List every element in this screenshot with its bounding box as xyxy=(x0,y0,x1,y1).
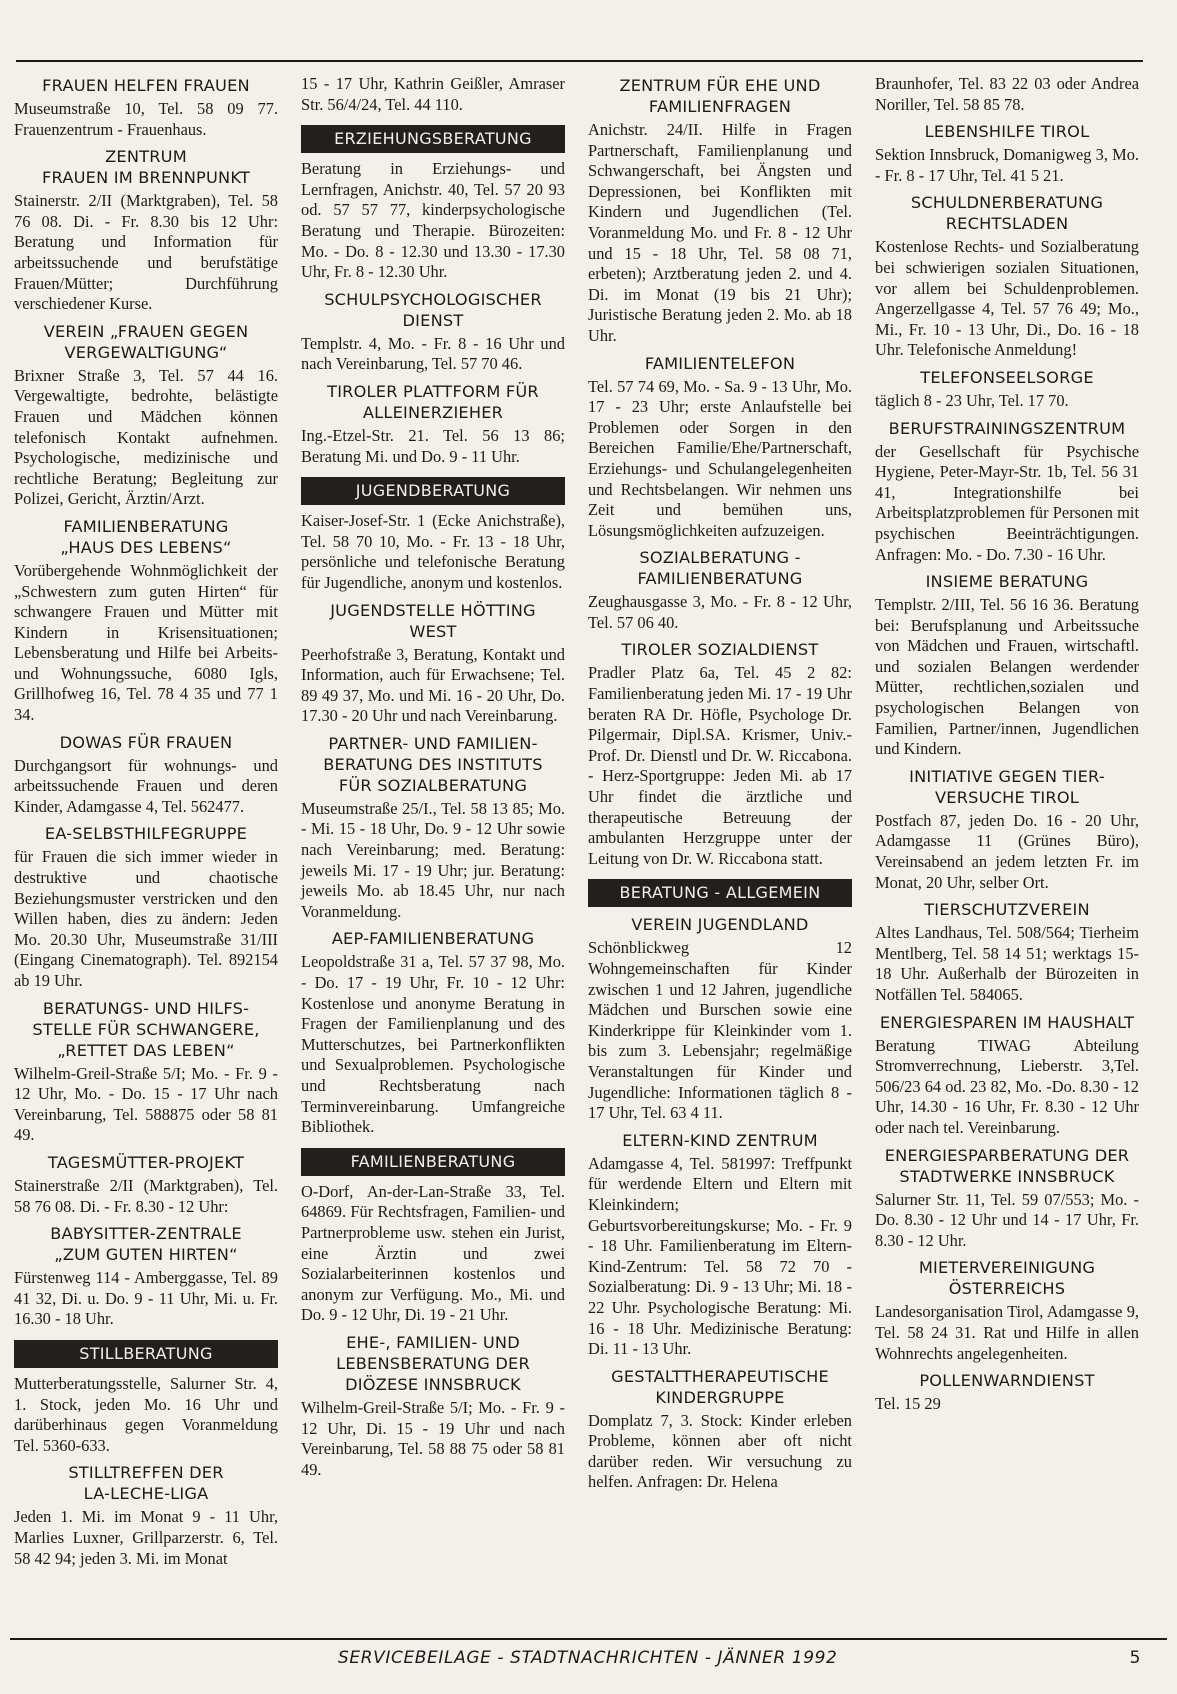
directory-entry xyxy=(875,765,1139,893)
directory-entry xyxy=(301,380,565,467)
entry-body: Templstr. 4, Mo. - Fr. 8 - 16 Uhr und nach Vereinbarung, Tel. 57 70 46. xyxy=(301,333,565,374)
entry-heading: ZENTRUM FRAUEN IM BRENNPUNKT xyxy=(42,147,250,188)
entry-body: Fürstenweg 114 - Amberggasse, Tel. 89 41 32, Di. u. Do. 9 - 11 Uhr, Mi. u. Fr. 16.30 - 18 Uhr. xyxy=(14,1268,278,1329)
directory-entry xyxy=(301,511,565,593)
entry-body: Vorübergehende Wohnmöglichkeit der „Schwestern zum guten Hirten“ für schwangere Frauen und Mütter mit Kindern in Krisensituationen; Lebensberatung und Hilfe bei Arbeits- und Wohnungssuche, 6080 Igls, Grillhofweg 16, Tel. 78 4 35 und 77 1 34. xyxy=(14,560,278,725)
directory-entry xyxy=(301,599,565,727)
directory-entry xyxy=(875,1011,1139,1139)
entry-body: Kostenlose Rechts- und Sozialberatung bei schwierigen sozialen Situationen, vor allem bei Schuldenproblemen. Angerzellgasse 4, Tel. 57 76 49; Mo., Mi., Fr. 10 - 13 Uhr, Di., Do. 16 - 18 Uhr. Telefonische Anmeldung! xyxy=(875,237,1139,360)
entry-body: Jeden 1. Mi. im Monat 9 - 11 Uhr, Marlies Luxner, Grillparzerstr. 6, Tel. 58 42 94; jeden 3. Mi. im Monat xyxy=(14,1507,278,1568)
entry-body: Sektion Innsbruck, Domanigweg 3, Mo. - Fr. 8 - 17 Uhr, Tel. 41 5 21. xyxy=(875,145,1139,185)
entry-body: Altes Landhaus, Tel. 508/564; Tierheim Mentlberg, Tel. 58 14 51; werktags 15-18 Uhr. Außerhalb der Bürozeiten in Notfällen Tel. 584065. xyxy=(875,923,1139,1004)
entry-heading: SOZIALBERATUNG - FAMILIENBERATUNG xyxy=(637,548,803,589)
bottom-rule xyxy=(10,1638,1167,1640)
entry-body: für Frauen die sich immer wieder in destruktive und chaotische Beziehungsmuster verstricken und den Willen haben, dies zu ändern: Jeden Mo. 20.30 Uhr, Museumstraße 31/III (Eingang Cinematograph). Tel. 892154 ab 19 Uhr. xyxy=(14,847,278,990)
entry-body: täglich 8 - 23 Uhr, Tel. 17 70. xyxy=(875,390,1069,410)
directory-entry xyxy=(875,366,1139,412)
directory-entry xyxy=(14,1151,278,1217)
directory-entry xyxy=(14,1461,278,1569)
entry-body: Domplatz 7, 3. Stock: Kinder erleben Probleme, können aber oft nicht darüber reden. Wir versuchung zu helfen. Anfragen: Dr. Helena xyxy=(588,1410,852,1492)
entry-heading: FAMILIENBERATUNG „HAUS DES LEBENS“ xyxy=(60,516,232,557)
entry-heading: MIETERVEREINIGUNG ÖSTERREICHS xyxy=(918,1258,1096,1299)
directory-entry xyxy=(14,145,278,315)
directory-entry xyxy=(14,320,278,510)
entry-heading: SCHULPSYCHOLOGISCHER DIENST xyxy=(324,289,542,330)
entry-body: Tel. 57 74 69, Mo. - Sa. 9 - 13 Uhr, Mo. 17 - 23 Uhr; erste Anlaufstelle bei Problemen oder Sorgen in den Bereichen Familie/Ehe/Partnerschaft, Erziehungs- und Schulangelegenheiten und Rechtsbelangen. Wir nehmen uns Zeit und bemühen uns, Lösungsmöglichkeiten aufzuzeigen. xyxy=(588,376,852,540)
column-4 xyxy=(875,74,1139,1619)
entry-heading: TIROLER PLATTFORM FÜR ALLEINERZIEHER xyxy=(327,381,539,422)
directory-entry xyxy=(588,1365,852,1493)
entry-heading: VEREIN JUGENDLAND xyxy=(631,915,809,935)
entry-body: Kaiser-Josef-Str. 1 (Ecke Anichstraße), Tel. 58 70 10, Mo. - Fr. 13 - 18 Uhr, persönliche und telefonische Beratung für Jugendliche, anonym und kostenlos. xyxy=(301,511,565,592)
directory-entry xyxy=(14,1222,278,1330)
entry-body: Durchgangsort für wohnungs- und arbeitssuchende Frauen und deren Kinder, Adamgasse 4, Tel. 562477. xyxy=(14,755,278,816)
directory-entry xyxy=(875,1144,1139,1252)
directory-entry xyxy=(588,74,852,347)
section-band: STILLBERATUNG xyxy=(14,1340,278,1368)
directory-entry xyxy=(14,997,278,1146)
entry-body: Mutterberatungsstelle, Salurner Str. 4, 1. Stock, jeden Mo. 16 Uhr und darüberhinaus gegen Voranmeldung Tel. 5360-633. xyxy=(14,1373,278,1455)
entry-body: Postfach 87, jeden Do. 16 - 20 Uhr, Adamgasse 11 (Grünes Büro), Vereinsabend an jedem letzten Fr. im Monat, 20 Uhr, selber Ort. xyxy=(875,810,1139,892)
entry-heading: FAMILIENTELEFON xyxy=(644,353,796,373)
directory-entry xyxy=(875,570,1139,760)
entry-heading: DOWAS FÜR FRAUEN xyxy=(59,732,233,752)
directory-entry xyxy=(875,1369,1139,1415)
directory-entry xyxy=(588,546,852,633)
column-3 xyxy=(588,74,852,1619)
entry-body: Museumstraße 25/I., Tel. 58 13 85; Mo. - Mi. 15 - 18 Uhr, Do. 9 - 12 Uhr sowie nach Vereinbarung; med. Beratung: jeweils Mi. 17 - 19 Uhr; jur. Beratung: jeweils Mo. ab 18.45 Uhr, nur nach Voranmeldung. xyxy=(301,798,565,921)
entry-heading: TIERSCHUTZVEREIN xyxy=(924,900,1090,920)
entry-body: Landesorganisation Tirol, Adamgasse 9, Tel. 58 24 31. Rat und Hilfe in allen Wohnrechts angelegenheiten. xyxy=(875,1302,1139,1363)
entry-body: Braunhofer, Tel. 83 22 03 oder Andrea Noriller, Tel. 58 85 78. xyxy=(875,74,1139,114)
entry-heading: JUGENDSTELLE HÖTTING WEST xyxy=(330,600,536,641)
entry-heading: STILLTREFFEN DER LA-LECHE-LIGA xyxy=(68,1463,224,1504)
entry-body: Tel. 15 29 xyxy=(875,1394,941,1414)
section-band: ERZIEHUNGSBERATUNG xyxy=(301,125,565,153)
entry-heading: TAGESMÜTTER-PROJEKT xyxy=(47,1152,245,1172)
entry-body: Brixner Straße 3, Tel. 57 44 16. Vergewaltigte, bedrohte, belästigte Frauen und Mädchen können telefonisch Kontakt aufnehmen. Psychologische, medizinische und rechtliche Beratung; Begleitung zur Polizei, Gericht, Ärztin/Arzt. xyxy=(14,365,278,509)
entry-body: Stainerstr. 2/II (Marktgraben), Tel. 58 76 08. Di. - Fr. 8.30 bis 12 Uhr: Beratung und Information für arbeitssuchende und berufstätige Frauen/Mütter; Durchführung verschiedener Kurse. xyxy=(14,191,278,314)
page-footer xyxy=(0,1648,1177,1674)
entry-body: O-Dorf, An-der-Lan-Straße 33, Tel. 64869. Für Rechtsfragen, Familien- und Partnerprobleme usw. stehen ein Jurist, eine Ärztin und zwei Sozialarbeiterinnen kostenlos und anonym zur Verfügung. Mo., Mi. und Do. 9 - 12 Uhr, Di. 19 - 21 Uhr. xyxy=(301,1181,565,1325)
entry-body: Templstr. 2/III, Tel. 56 16 36. Beratung bei: Berufsplanung und Arbeitssuche von Mädchen und Frauen, wirtschaftl. und sozialen Belangen werdender Mütter, rechtlichen,sozialen und psychologischen Belangen von Familien, Partner/innen, Jugendlichen und Kindern. xyxy=(875,595,1139,759)
directory-entry xyxy=(875,898,1139,1005)
entry-body: Anichstr. 24/II. Hilfe in Fragen Partnerschaft, Familienplanung und Schwangerschaft, bei Ängsten und Depressionen, bei Konflikten mit Kindern und Jugendlichen (Tel. Voranmeldung Mo. und Fr. 8 - 12 Uhr und 15 - 18 Uhr, Tel. 58 08 71, erbeten); Arztberatung jeden 2. und 4. Di. im Monat (19 bis 21 Uhr); Juristische Beratung jeden 2. Mo. ab 18 Uhr. xyxy=(588,120,852,345)
directory-entry xyxy=(588,1129,852,1360)
directory-entry xyxy=(301,74,565,115)
entry-heading: TIROLER SOZIALDIENST xyxy=(621,640,819,660)
entry-body: Schönblickweg 12 Wohngemeinschaften für Kinder zwischen 1 und 12 Jahren, jugendliche Mädchen und Burschen sowie eine Kinderkrippe für Kleinkinder vom 1. bis zum 3. Lebensjahr; regelmäßige Veranstaltungen für Kinder und Jugendliche: Informationen täglich 8 - 17 Uhr, Tel. 63 4 11. xyxy=(588,938,852,1123)
entry-body: Peerhofstraße 3, Beratung, Kontakt und Information, auch für Erwachsene; Tel. 89 49 37, Mo. und Mi. 16 - 20 Uhr, Do. 17.30 - 20 Uhr und nach Vereinbarung. xyxy=(301,644,565,726)
entry-body: Zeughausgasse 3, Mo. - Fr. 8 - 12 Uhr, Tel. 57 06 40. xyxy=(588,592,852,632)
entry-heading: ZENTRUM FÜR EHE UND FAMILIENFRAGEN xyxy=(619,76,821,116)
entry-heading: VEREIN „FRAUEN GEGEN VERGEWALTIGUNG“ xyxy=(43,321,249,362)
column-2 xyxy=(301,74,565,1619)
entry-heading: SCHULDNERBERATUNG RECHTSLADEN xyxy=(910,193,1104,234)
entry-heading: BABYSITTER-ZENTRALE „ZUM GUTEN HIRTEN“ xyxy=(50,1224,242,1265)
entry-heading: TELEFONSEELSORGE xyxy=(920,367,1094,387)
entry-body: der Gesellschaft für Psychische Hygiene, Peter-Mayr-Str. 1b, Tel. 56 31 41, Integrationshilfe bei Arbeitsplatzproblemen für Personen mit psychischen Beeinträchtigungen. Anfragen: Mo. - Do. 7.30 - 16 Uhr. xyxy=(875,441,1139,564)
entry-heading: FRAUEN HELFEN FRAUEN xyxy=(42,76,250,95)
directory-entry xyxy=(301,288,565,375)
directory-entry xyxy=(588,638,852,869)
entry-body: Ing.-Etzel-Str. 21. Tel. 56 13 86; Beratung Mi. und Do. 9 - 11 Uhr. xyxy=(301,425,565,466)
entry-heading: ENERGIESPAREN IM HAUSHALT xyxy=(879,1012,1135,1032)
directory-entry xyxy=(14,515,278,726)
entry-heading: EHE-, FAMILIEN- UND LEBENSBERATUNG DER DIÖZESE INNSBRUCK xyxy=(336,1332,530,1394)
section-band: JUGENDBERATUNG xyxy=(301,477,565,505)
directory-entry xyxy=(14,74,278,140)
entry-heading: ENERGIESPARBERATUNG DER STADTWERKE INNSBRUCK xyxy=(884,1145,1130,1186)
directory-columns xyxy=(14,74,1139,1619)
entry-heading: PARTNER- UND FAMILIEN- BERATUNG DES INSTITUTS FÜR SOZIALBERATUNG xyxy=(323,733,543,795)
directory-entry xyxy=(14,1374,278,1456)
page-number: 5 xyxy=(1129,1648,1141,1668)
directory-entry xyxy=(14,731,278,818)
entry-body: Museumstraße 10, Tel. 58 09 77. Frauenzentrum - Frauenhaus. xyxy=(14,99,278,139)
entry-body: Wilhelm-Greil-Straße 5/I; Mo. - Fr. 9 - 12 Uhr, Di. 15 - 19 Uhr und nach Vereinbarung, Tel. 58 88 75 oder 58 81 49. xyxy=(301,1397,565,1479)
entry-body: Adamgasse 4, Tel. 581997: Treffpunkt für werdende Eltern und Eltern mit Kleinkindern; Geburtsvorbereitungskurse; Mo. - Fr. 9 - 18 Uhr. Familienberatung im Eltern-Kind-Zentrum: Tel. 58 72 70 - Sozialberatung: Di. 9 - 13 Uhr; Mi. 18 - 22 Uhr. Psychologische Beratung: Mi. 16 - 18 Uhr. Medizinische Beratung: Di. 11 - 13 Uhr. xyxy=(588,1153,852,1359)
entry-body: 15 - 17 Uhr, Kathrin Geißler, Amraser Str. 56/4/24, Tel. 44 110. xyxy=(301,74,565,114)
footer-title: SERVICEBEILAGE - STADTNACHRICHTEN - JÄNNER 1992 xyxy=(338,1648,838,1668)
directory-entry xyxy=(301,1182,565,1326)
entry-heading: INITIATIVE GEGEN TIER- VERSUCHE TIROL xyxy=(909,766,1105,807)
entry-heading: LEBENSHILFE TIROL xyxy=(924,122,1090,142)
directory-entry xyxy=(875,74,1139,115)
entry-heading: POLLENWARNDIENST xyxy=(919,1371,1095,1391)
directory-entry xyxy=(588,352,852,542)
entry-body: Stainerstraße 2/II (Marktgraben), Tel. 58 76 08. Di. - Fr. 8.30 - 12 Uhr: xyxy=(14,1175,278,1216)
entry-heading: ELTERN-KIND ZENTRUM xyxy=(622,1130,818,1150)
entry-body: Leopoldstraße 31 a, Tel. 57 37 98, Mo. - Do. 17 - 19 Uhr, Fr. 10 - 12 Uhr: Kostenlose und anonyme Beratung in Fragen der Familienplanung und des Mutterschutzes, bei Partnerkonflikten und Sexualproblemen. Psychologische und Rechtsberatung nach Terminvereinbarung. Umfangreiche Bibliothek. xyxy=(301,952,565,1137)
top-rule xyxy=(16,60,1143,62)
entry-body: Salurner Str. 11, Tel. 59 07/553; Mo. - Do. 8.30 - 12 Uhr und 14 - 17 Uhr, Fr. 8.30 - 12 Uhr. xyxy=(875,1189,1139,1250)
directory-entry xyxy=(875,417,1139,566)
entry-heading: GESTALTTHERAPEUTISCHE KINDERGRUPPE xyxy=(611,1366,829,1407)
directory-entry xyxy=(301,732,565,923)
section-band: BERATUNG - ALLGEMEIN xyxy=(588,879,852,907)
entry-body: Pradler Platz 6a, Tel. 45 2 82: Familienberatung jeden Mi. 17 - 19 Uhr beraten RA Dr. Höfle, Psychologe Dr. Pilgermair, Dipl.SA. Krismer, Univ.-Prof. Dr. Dienstl und Dr. W. Riccabona. - Herz-Sportgruppe: Jeden Mi. ab 17 Uhr findet die ärztliche und therapeutische Betreuung der ambulanten Herzgruppe unter der Leitung von Dr. W. Riccabona statt. xyxy=(588,663,852,868)
entry-body: Beratung in Erziehungs- und Lernfragen, Anichstr. 40, Tel. 57 20 93 od. 57 57 77, kinderpsychologische Beratung und Therapie. Bürozeiten: Mo. - Do. 8 - 12.30 und 13.30 - 17.30 Uhr, Fr. 8 - 12.30 Uhr. xyxy=(301,159,565,282)
entry-body: Beratung TIWAG Abteilung Stromverrechnung, Lieberstr. 3,Tel. 506/23 64 od. 23 82, Mo. -Do. 8.30 - 12 Uhr, 14.30 - 16 Uhr, Fr. 8.30 - 12 Uhr oder nach tel. Vereinbarung. xyxy=(875,1035,1139,1137)
entry-heading: INSIEME BERATUNG xyxy=(925,572,1089,592)
entry-heading: AEP-FAMILIENBERATUNG xyxy=(331,929,535,949)
entry-heading: EA-SELBSTHILFEGRUPPE xyxy=(44,824,248,844)
entry-heading: BERATUNGS- UND HILFS-STELLE FÜR SCHWANGERE, „RETTET DAS LEBEN“ xyxy=(32,998,260,1060)
directory-entry xyxy=(301,159,565,283)
directory-entry xyxy=(875,120,1139,186)
directory-entry xyxy=(14,822,278,991)
entry-heading: BERUFSTRAININGSZENTRUM xyxy=(888,418,1126,438)
directory-entry xyxy=(588,913,852,1123)
column-1 xyxy=(14,74,278,1619)
directory-entry xyxy=(301,927,565,1137)
directory-entry xyxy=(875,191,1139,361)
directory-entry xyxy=(301,1331,565,1480)
section-band: FAMILIENBERATUNG xyxy=(301,1148,565,1176)
entry-body: Wilhelm-Greil-Straße 5/I; Mo. - Fr. 9 - 12 Uhr, Mo. - Do. 15 - 17 Uhr nach Vereinbarung, Tel. 588875 oder 58 81 49. xyxy=(14,1063,278,1145)
directory-entry xyxy=(875,1256,1139,1364)
